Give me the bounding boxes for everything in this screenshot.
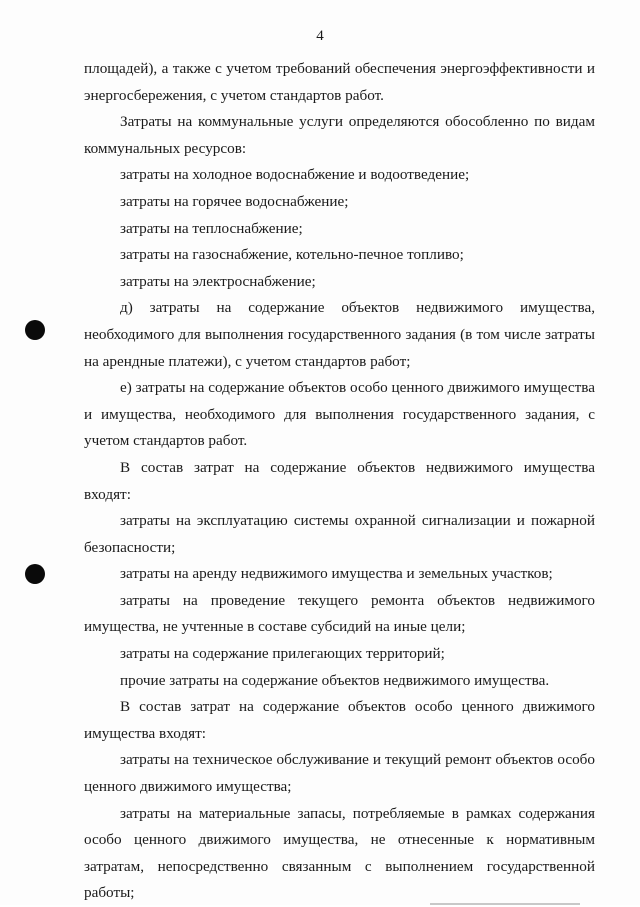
paragraph-movable-intro: В состав затрат на содержание объектов особо ценного движимого имущества входят: [84,698,595,742]
list-item-hot-water: затраты на горячее водоснабжение; [120,192,349,210]
punch-hole-top [25,320,45,340]
punch-hole-bottom [25,564,45,584]
paragraph-utilities-intro: Затраты на коммунальные услуги определяются обособленно по видам коммунальных ресурсов: [84,113,595,157]
list-item-electricity: затраты на электроснабжение; [120,272,316,290]
paragraph-real-estate-intro: В состав затрат на содержание объектов недвижимого имущества входят: [84,458,595,503]
paragraph-continuation: площадей), а также с учетом требований обеспечения энергоэффективности и энергосбережения, с учетом стандартов работ. [84,60,595,104]
list-item-security-alarm: затраты на эксплуатацию системы охранной сигнализации и пожарной безопасности; [84,512,595,556]
list-item-other: прочие затраты на содержание объектов недвижимого имущества. [120,671,550,689]
list-item-materials: затраты на материальные запасы, потребляемые в рамках содержания особо ценного движимого имущества, не отнесенные к нормативным затратам, непосредственно связанным с выполнением государственной работы; [84,804,595,902]
list-item-repair: затраты на проведение текущего ремонта объектов недвижимого имущества, не учтенные в составе субсидий на иные цели; [84,591,595,636]
page-number: 4 [316,28,324,44]
list-item-territories: затраты на содержание прилегающих территорий; [120,645,445,663]
list-item-heating: затраты на теплоснабжение; [120,219,303,237]
list-item-rent: затраты на аренду недвижимого имущества и земельных участков; [120,565,553,583]
document-body [84,56,595,907]
list-item-cold-water: затраты на холодное водоснабжение и водоотведение; [120,166,470,184]
paragraph-item-d: д) затраты на содержание объектов недвижимого имущества, необходимого для выполнения государственного задания (в том числе затраты на арендные платежи), с учетом стандартов работ; [84,299,595,370]
list-item-gas: затраты на газоснабжение, котельно-печное топливо; [120,246,464,264]
paragraph-item-e: е) затраты на содержание объектов особо ценного движимого имущества и имущества, необходимого для выполнения государственного задания, с учетом стандартов работ. [84,379,595,450]
list-item-maintenance: затраты на техническое обслуживание и текущий ремонт объектов особо ценного движимого имущества; [84,751,595,796]
